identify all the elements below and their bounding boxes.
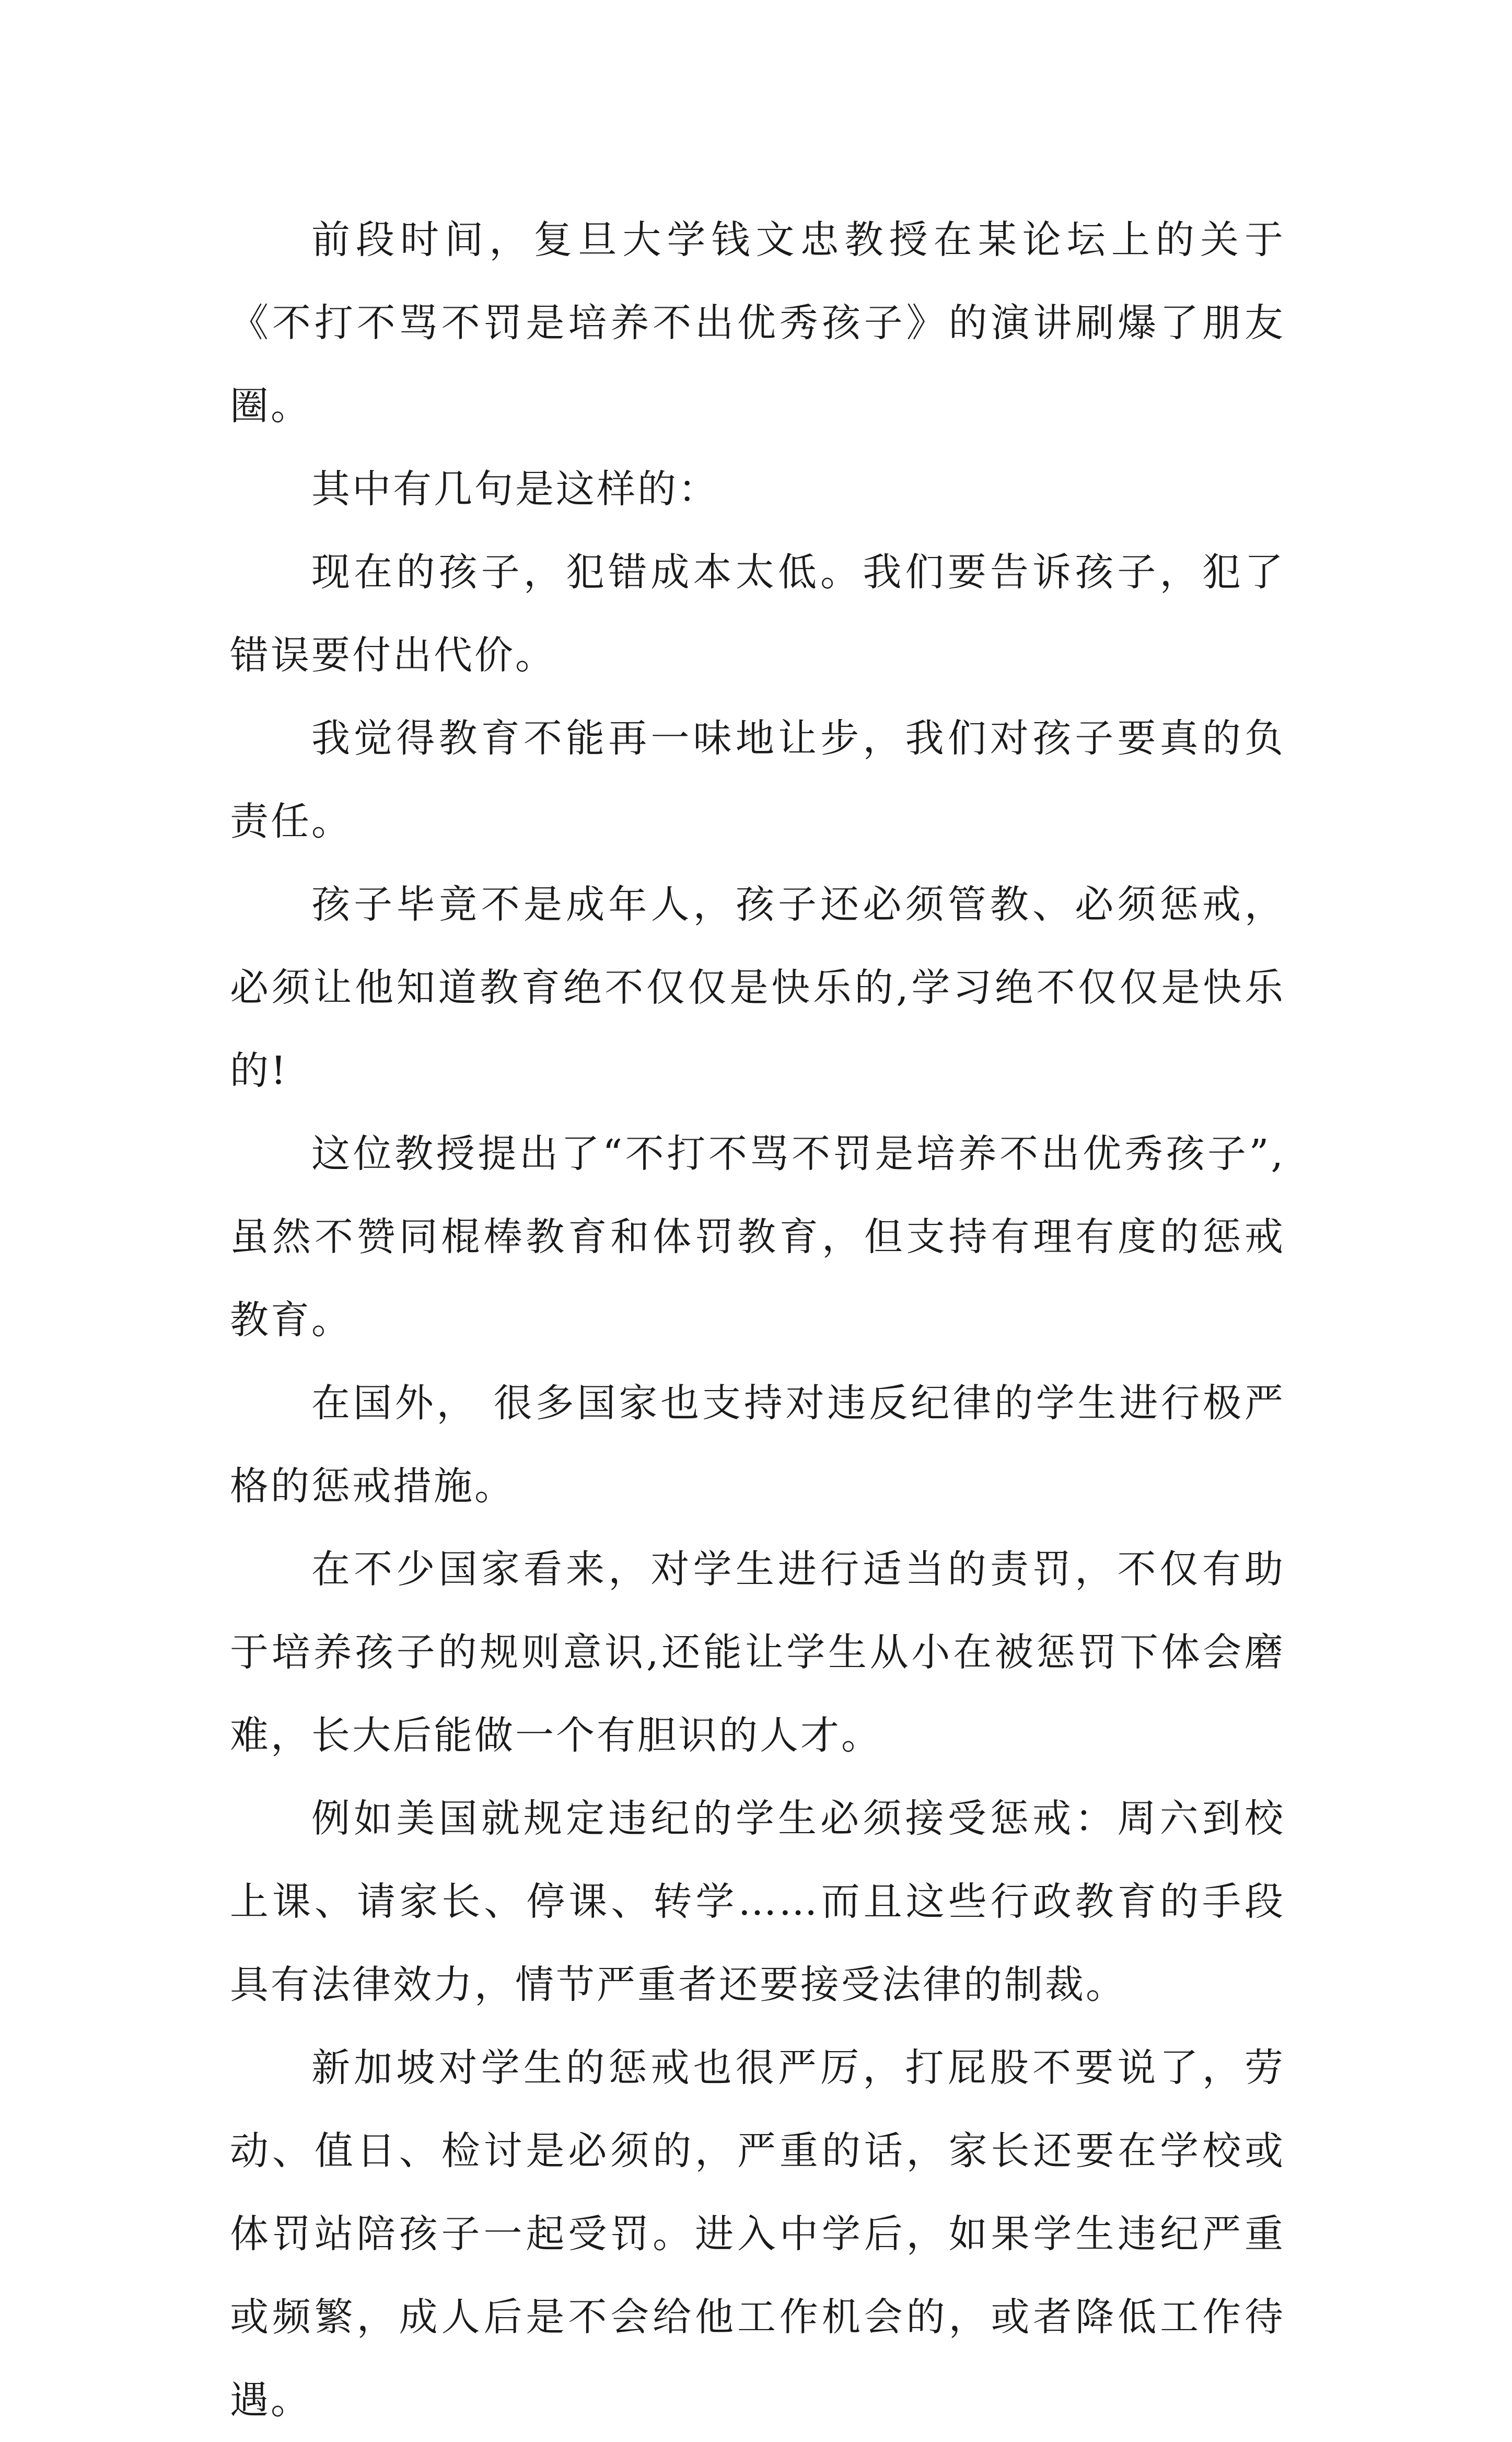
paragraph-7: 在国外， 很多国家也支持对违反纪律的学生进行极严格的惩戒措施。 — [230, 1381, 1285, 1509]
body-text — [230, 199, 1285, 2442]
paragraph-3: 现在的孩子，犯错成本太低。我们要告诉孩子，犯了错误要付出代价。 — [230, 550, 1285, 678]
paragraph-6: 这位教授提出了“不打不骂不罚是培养不出优秀孩子”,虽然不赞同棍棒教育和体罚教育，但支持有理有度的惩戒教育。 — [230, 1131, 1285, 1342]
paragraph-2: 其中有几句是这样的： — [311, 467, 719, 512]
paragraph-8: 在不少国家看来，对学生进行适当的责罚，不仅有助于培养孩子的规则意识,还能让学生从小在被惩罚下体会磨难，长大后能做一个有胆识的人才。 — [230, 1547, 1285, 1758]
paragraph-4: 我觉得教育不能再一味地让步，我们对孩子要真的负责任。 — [230, 716, 1285, 844]
paragraph-1: 前段时间，复旦大学钱文忠教授在某论坛上的关于《不打不骂不罚是培养不出优秀孩子》的演讲刷爆了朋友圈。 — [230, 217, 1285, 429]
paragraph-5: 孩子毕竟不是成年人，孩子还必须管教、必须惩戒，必须让他知道教育绝不仅仅是快乐的,学习绝不仅仅是快乐的! — [230, 882, 1285, 1093]
paragraph-9: 例如美国就规定违纪的学生必须接受惩戒：周六到校上课、请家长、停课、转学……而且这些行政教育的手段具有法律效力，情节严重者还要接受法律的制裁。 — [230, 1796, 1285, 2007]
paragraph-10: 新加坡对学生的惩戒也很严厉，打屁股不要说了，劳动、值日、检讨是必须的，严重的话，家长还要在学校或体罚站陪孩子一起受罚。进入中学后，如果学生违纪严重或频繁，成人后是不会给他工作机会的，或者降低工作待遇。 — [230, 2045, 1285, 2423]
